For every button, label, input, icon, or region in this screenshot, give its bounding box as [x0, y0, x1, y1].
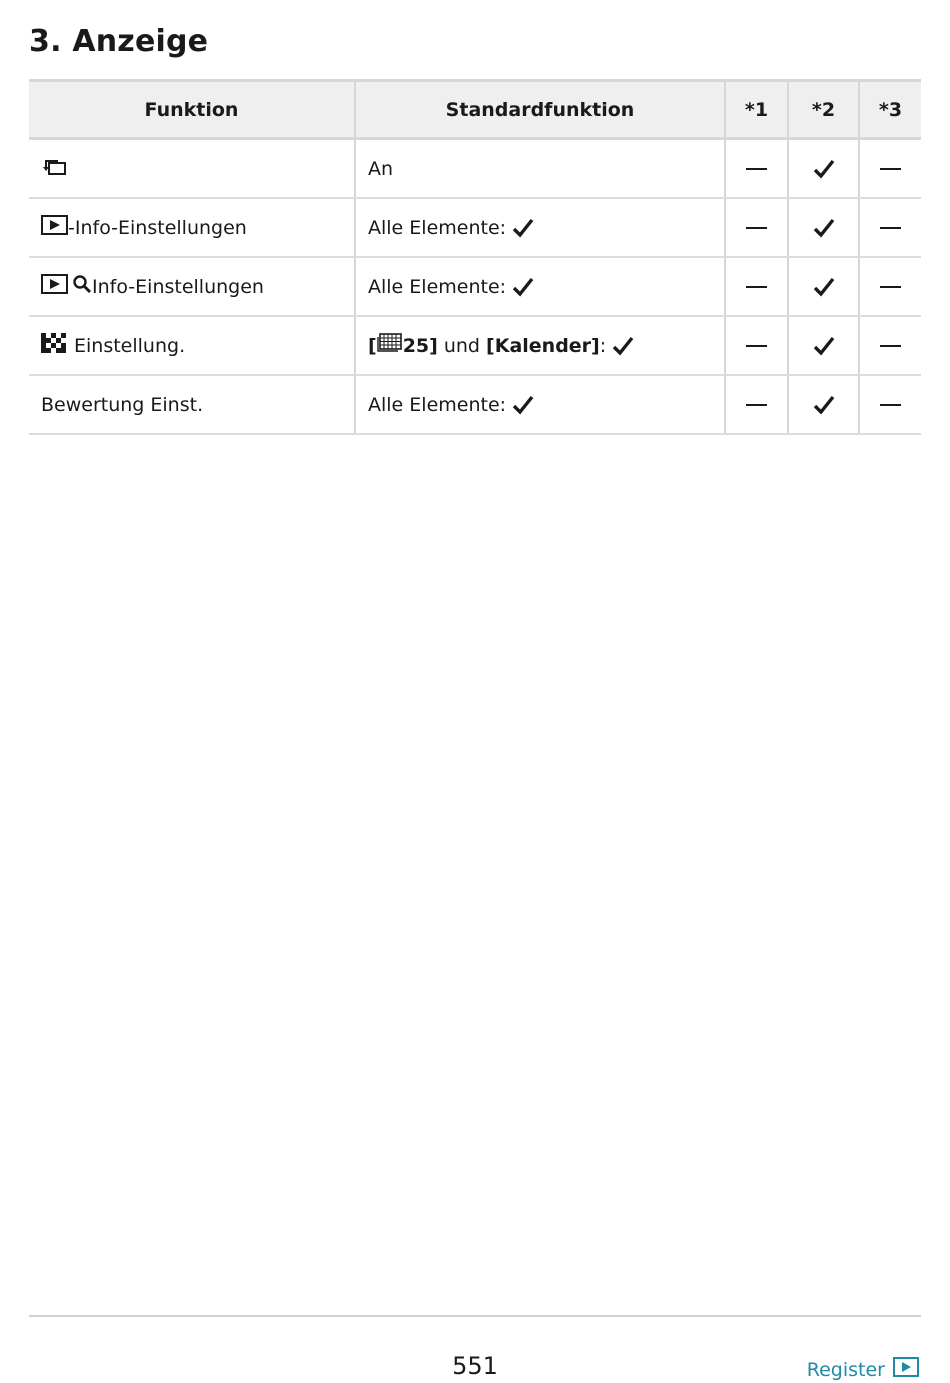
header-standardfunktion: Standardfunktion — [355, 81, 725, 139]
default-cell — [355, 257, 725, 316]
table-row — [29, 257, 921, 316]
table-row — [29, 198, 921, 257]
default-middle: und — [437, 334, 487, 357]
col3-dash — [859, 316, 921, 375]
default-cell: An — [355, 139, 725, 199]
default-cell — [355, 198, 725, 257]
function-label: -Info-Einstellungen — [68, 216, 247, 239]
check-icon — [512, 395, 534, 415]
default-cell — [355, 316, 725, 375]
default-label: Alle Elemente: — [368, 275, 507, 298]
function-cell — [29, 198, 355, 257]
col1-dash — [725, 139, 788, 199]
header-col2: *2 — [788, 81, 859, 139]
table-row — [29, 139, 921, 199]
col2-check — [788, 257, 859, 316]
register-label[interactable]: Register — [806, 1358, 885, 1381]
col3-dash — [859, 257, 921, 316]
col1-dash — [725, 198, 788, 257]
function-cell — [29, 139, 355, 199]
grid-count: 25] — [402, 334, 438, 357]
checker-grid-icon — [41, 333, 66, 358]
header-funktion: Funktion — [29, 81, 355, 139]
check-icon — [813, 277, 835, 297]
col2-check — [788, 198, 859, 257]
col3-dash — [859, 375, 921, 434]
function-cell — [29, 316, 355, 375]
col1-dash — [725, 257, 788, 316]
function-label: Einstellung. — [74, 334, 186, 357]
col3-dash — [859, 139, 921, 199]
check-icon — [813, 395, 835, 415]
table-row — [29, 316, 921, 375]
check-icon — [813, 218, 835, 238]
function-cell: Bewertung Einst. — [29, 375, 355, 434]
col2-check — [788, 139, 859, 199]
check-icon — [813, 336, 835, 356]
check-icon — [512, 218, 534, 238]
col3-dash — [859, 198, 921, 257]
col2-check — [788, 375, 859, 434]
default-cell — [355, 375, 725, 434]
function-cell — [29, 257, 355, 316]
playback-icon[interactable] — [893, 1357, 919, 1382]
magnify-icon — [72, 274, 92, 299]
header-col3: *3 — [859, 81, 921, 139]
register-link[interactable] — [807, 1357, 919, 1382]
settings-table — [29, 79, 921, 435]
col2-check — [788, 316, 859, 375]
default-label: Alle Elemente: — [368, 393, 507, 416]
check-icon — [612, 336, 634, 356]
page-title: 3. Anzeige — [29, 24, 209, 59]
col1-dash — [725, 375, 788, 434]
footer-divider — [29, 1315, 921, 1317]
table-header-row — [29, 81, 921, 139]
header-col1: *1 — [725, 81, 788, 139]
check-icon — [813, 159, 835, 179]
rotate-display-icon — [41, 156, 67, 181]
default-label: Alle Elemente: — [368, 216, 507, 239]
calendar-grid-icon — [377, 333, 403, 358]
calendar-label: [Kalender] — [486, 334, 600, 357]
col1-dash — [725, 316, 788, 375]
page-number: 551 — [452, 1352, 498, 1380]
function-label: Info-Einstellungen — [92, 275, 264, 298]
default-suffix: : — [599, 334, 607, 357]
check-icon — [512, 277, 534, 297]
playback-icon — [41, 274, 68, 299]
bracket-open: [ — [368, 334, 377, 357]
table-row — [29, 375, 921, 434]
playback-icon — [41, 215, 68, 240]
